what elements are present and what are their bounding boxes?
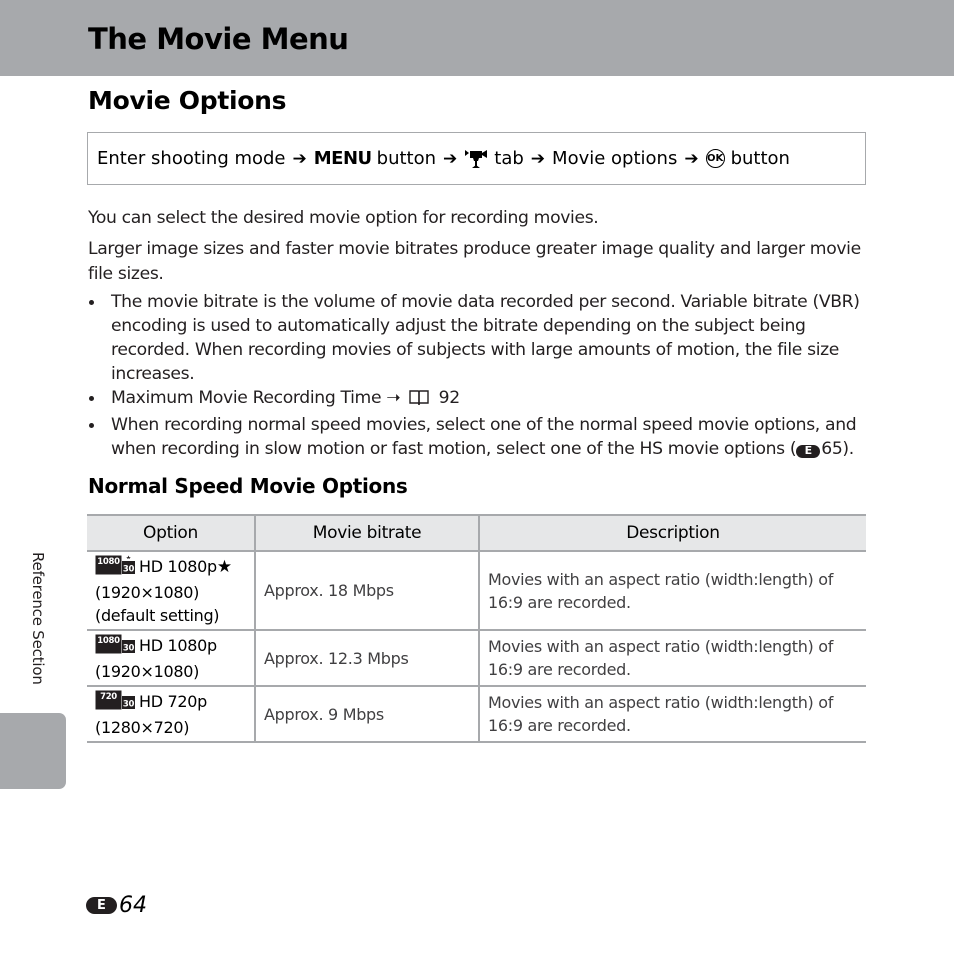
page-number-value: 64: [119, 893, 147, 918]
nav-step-shooting-mode: Enter shooting mode: [97, 148, 286, 169]
movie-camera-icon: [464, 149, 488, 169]
description-line1: Movies with an aspect ratio (width:length) of: [488, 637, 834, 656]
option-cell: [87, 630, 255, 686]
bullet-hs-page-ref: 65).: [821, 439, 854, 459]
list-item: [88, 290, 878, 386]
option-name: HD 720p: [139, 691, 208, 711]
nav-step-button: button: [376, 148, 437, 169]
movie-options-table: [87, 514, 866, 743]
bitrate-cell: Approx. 12.3 Mbps: [255, 630, 479, 686]
intro-paragraph-2-line1: Larger image sizes and faster movie bitrates produce greater image quality and larger movie: [88, 239, 861, 259]
icon-bottom-label: 30: [122, 699, 135, 709]
reference-arrow-icon: ➝: [386, 388, 401, 408]
nav-step-movie-options: Movie options: [552, 148, 678, 169]
bullet-icon: [89, 300, 94, 305]
reference-e-icon: E: [86, 897, 117, 914]
table-row: [87, 551, 866, 630]
nav-step-tab: tab: [494, 148, 524, 169]
bitrate-cell: Approx. 9 Mbps: [255, 686, 479, 742]
side-section-tab: [0, 713, 66, 789]
bullet-recording-time-text: Maximum Movie Recording Time: [111, 388, 382, 408]
column-header-bitrate: Movie bitrate: [255, 515, 479, 551]
option-name: HD 1080p: [139, 556, 217, 576]
bullet-icon: [89, 396, 94, 401]
option-default-note: (default setting): [95, 605, 220, 625]
list-item: [88, 386, 878, 413]
description-cell: [479, 686, 866, 742]
intro-paragraph-2-line2: file sizes.: [88, 264, 164, 284]
intro-paragraph-2: [88, 237, 861, 287]
page-title: The Movie Menu: [88, 22, 349, 56]
720-30-icon: [95, 690, 135, 716]
1080-30-icon: [95, 634, 135, 660]
column-header-option: Option: [87, 515, 255, 551]
1080-30-star-icon: [95, 555, 135, 581]
description-line2: 16:9 are recorded.: [488, 716, 631, 735]
bullet-icon: [89, 423, 94, 428]
arrow-icon: ➔: [530, 148, 546, 169]
description-line2: 16:9 are recorded.: [488, 592, 631, 612]
option-cell: [87, 551, 255, 630]
option-cell: [87, 686, 255, 742]
bitrate-cell: Approx. 18 Mbps: [255, 551, 479, 630]
option-resolution: (1920×1080): [95, 661, 200, 681]
intro-paragraph-1: You can select the desired movie option for recording movies.: [88, 208, 599, 228]
book-page-icon: [409, 389, 429, 413]
arrow-icon: ➔: [684, 148, 699, 169]
reference-e-icon: E: [796, 445, 820, 458]
ok-button-icon: OK: [706, 149, 725, 168]
icon-bottom-label: 30: [122, 564, 135, 574]
icon-top-label: 1080: [97, 556, 120, 567]
page-number: [86, 893, 147, 918]
table-row: [87, 686, 866, 742]
description-cell: [479, 551, 866, 630]
list-item: [88, 413, 878, 461]
bullet-bitrate-text: The movie bitrate is the volume of movie data recorded per second. Variable bitrate (VBR) encoding is used to automatically adjust the bitrate depending on the subject being recorded. When recording movies of subjects with large amounts of motion, the file size increases.: [111, 292, 860, 384]
icon-top-label: 1080: [97, 635, 120, 646]
arrow-icon: ➔: [443, 148, 458, 169]
table-row: [87, 630, 866, 686]
description-cell: [479, 630, 866, 686]
section-title: Movie Options: [88, 86, 287, 115]
reference-page-number: 92: [438, 388, 460, 408]
option-name: HD 1080p: [139, 635, 217, 655]
description-line2: 16:9 are recorded.: [488, 660, 631, 679]
option-resolution: (1280×720): [95, 717, 190, 737]
description-line1: Movies with an aspect ratio (width:length) of: [488, 569, 834, 589]
description-line1: Movies with an aspect ratio (width:length) of: [488, 693, 834, 712]
option-resolution: (1920×1080): [95, 582, 200, 602]
navigation-path-box: [87, 132, 866, 185]
arrow-icon: ➔: [292, 148, 307, 169]
bullet-hs-options-text: When recording normal speed movies, select one of the normal speed movie options, and when recording in slow motion or fast motion, select one of the HS movie options (: [111, 415, 857, 459]
icon-top-label: 720: [100, 691, 117, 702]
notes-list: [88, 290, 878, 461]
nav-step-ok-button: button: [730, 148, 790, 169]
side-section-label: Reference Section: [29, 552, 47, 685]
menu-button-glyph: MENU: [313, 148, 372, 169]
column-header-description: Description: [479, 515, 866, 551]
star-icon: ★: [216, 556, 232, 577]
subsection-title: Normal Speed Movie Options: [88, 474, 408, 498]
icon-bottom-label: 30: [122, 643, 135, 653]
table-header-row: [87, 515, 866, 551]
